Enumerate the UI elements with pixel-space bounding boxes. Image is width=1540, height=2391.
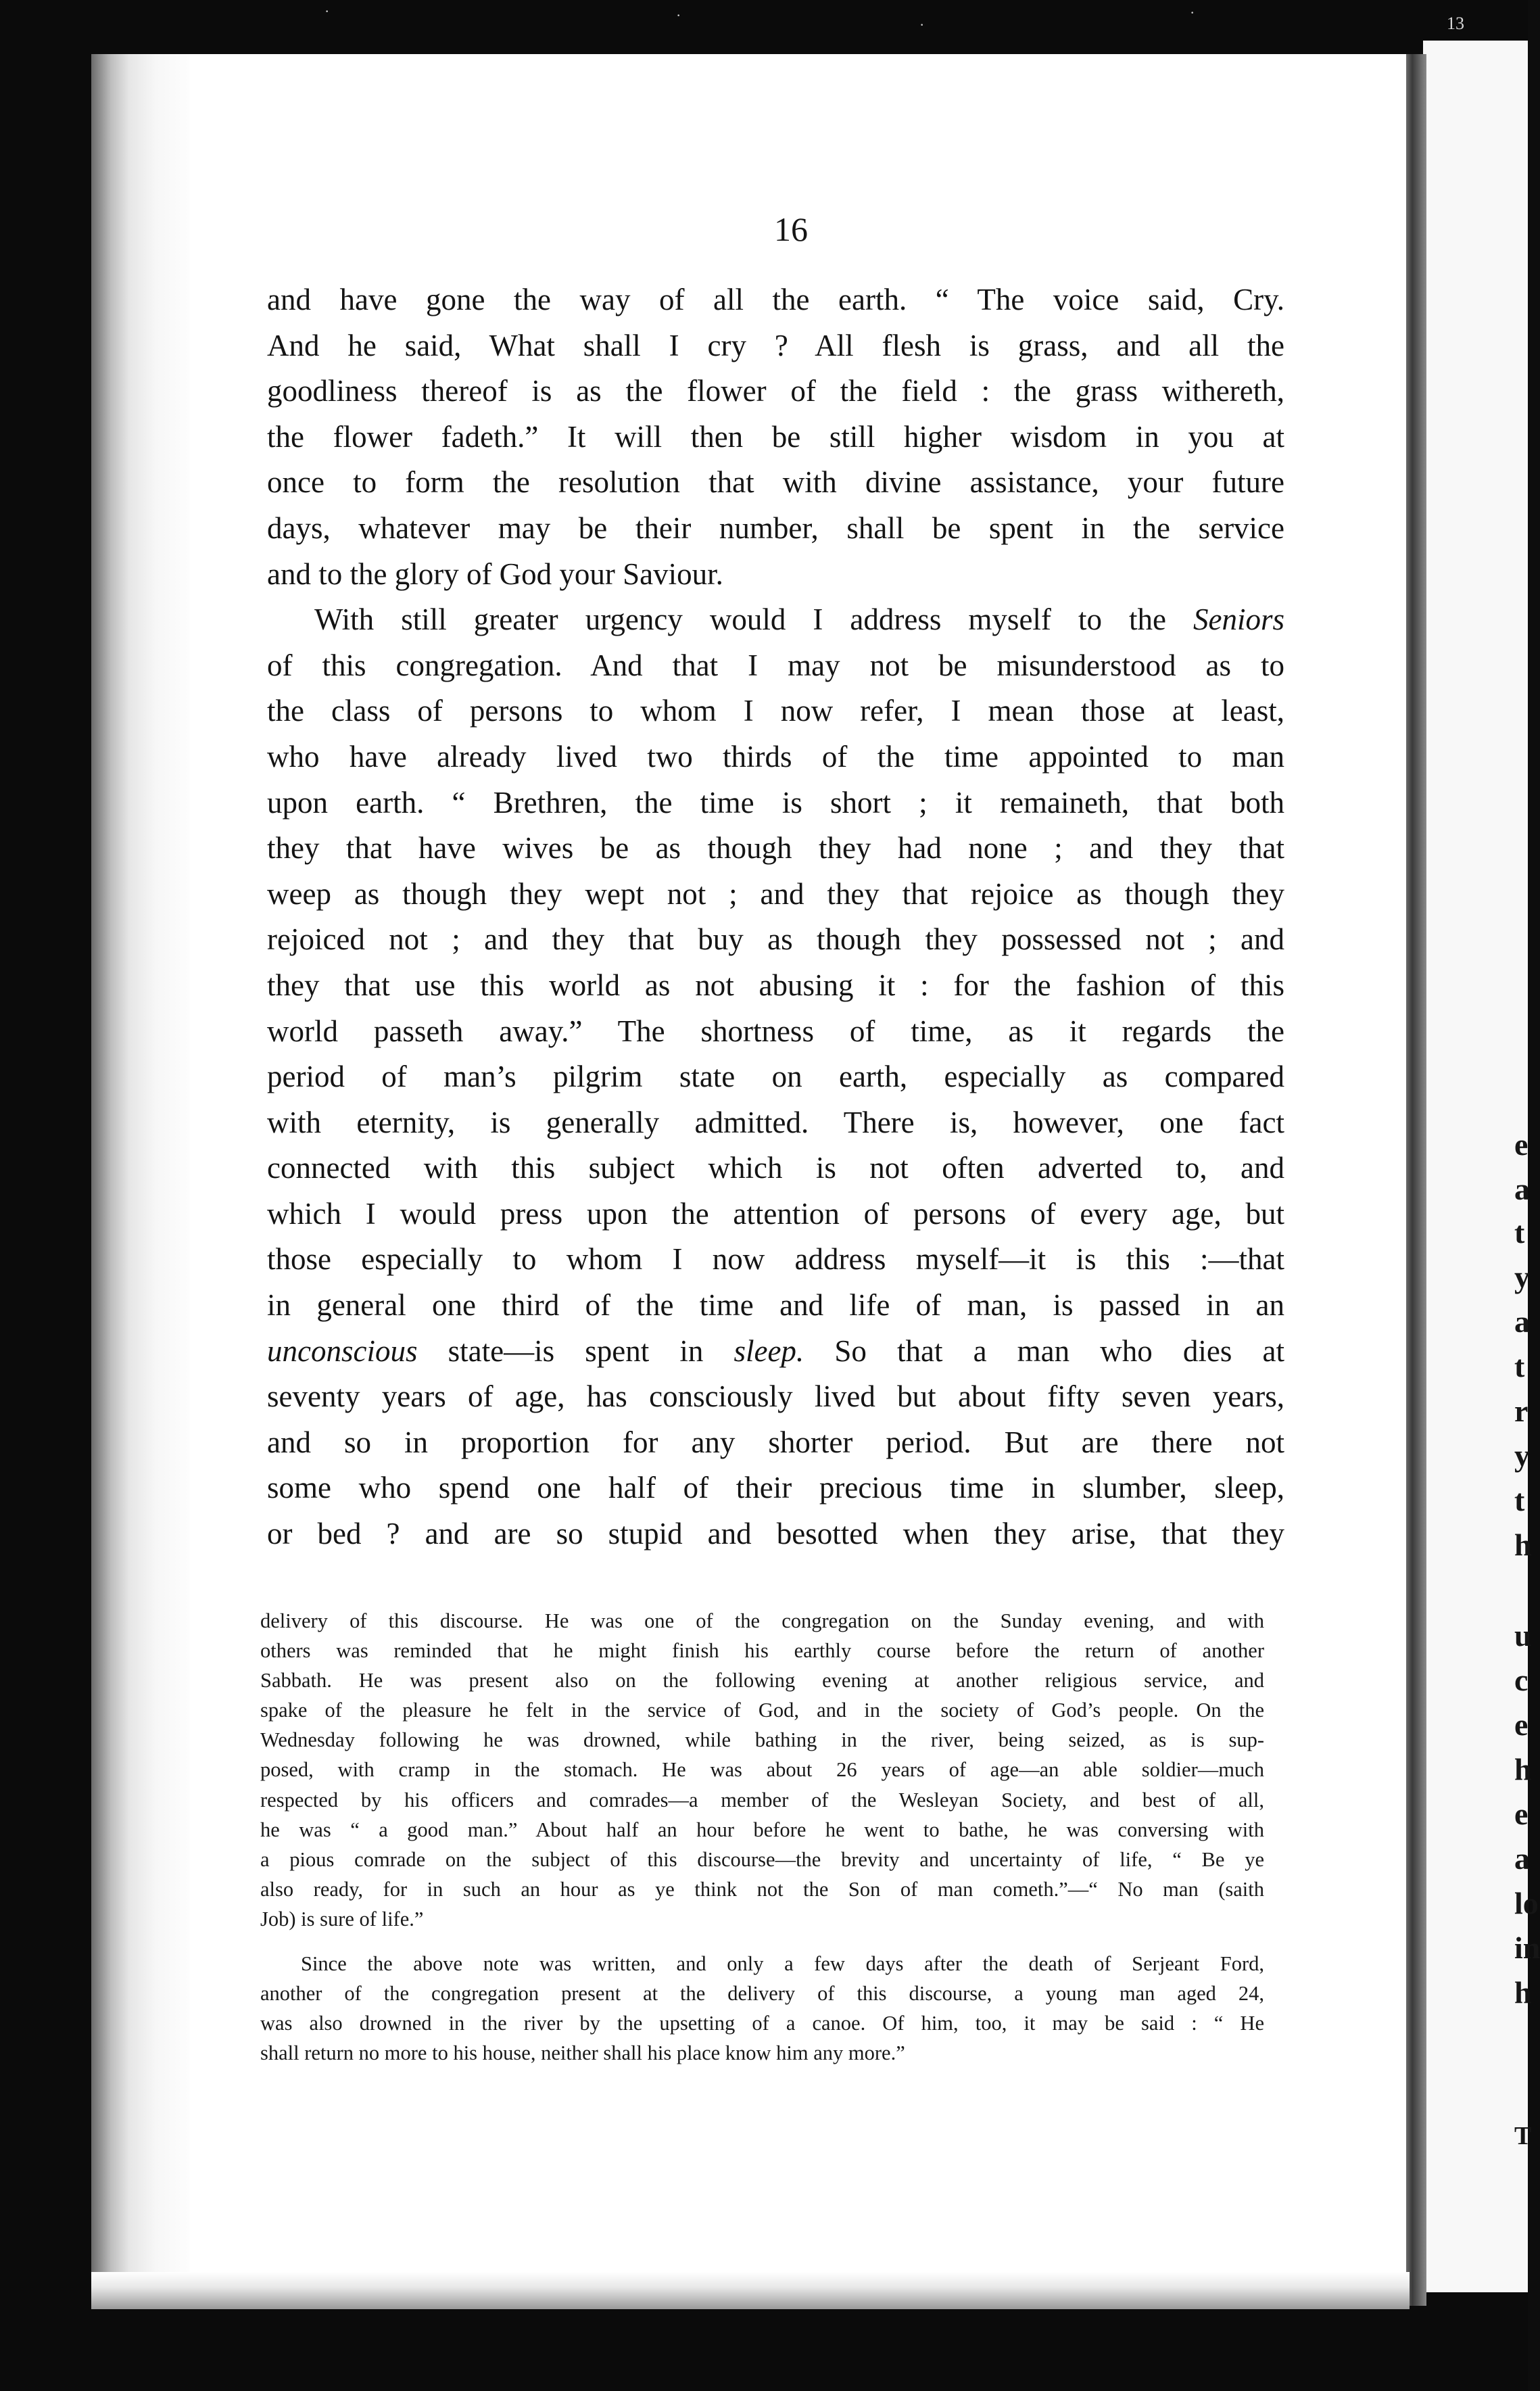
- facing-page-fragment: t: [1514, 1215, 1525, 1250]
- facing-page-fragment: h: [1514, 1528, 1532, 1562]
- footnote-line: he was “ a good man.” About half an hour before he went to bathe, he was conversing with: [260, 1818, 1264, 1841]
- body-line: connected with this subject which is not often adverted to, and: [267, 1151, 1284, 1185]
- footnote-line: Since the above note was written, and only a few days after the death of Serjeant Ford,: [301, 1952, 1264, 1976]
- body-line: those especially to whom I now address myself—it is this :—that: [267, 1242, 1284, 1277]
- facing-page-fragment: lo: [1514, 1886, 1539, 1920]
- italic-word: sleep.: [733, 1333, 804, 1368]
- body-line: some who spend one half of their precious time in slumber, sleep,: [267, 1471, 1284, 1505]
- body-line: which I would press upon the attention of persons of every age, but: [267, 1196, 1284, 1231]
- body-line: weep as though they wept not ; and they that rejoice as though they: [267, 876, 1284, 911]
- scan-specks: · · · ·: [324, 3, 1195, 33]
- italic-word: Seniors: [1193, 602, 1284, 637]
- body-line: the flower fadeth.” It will then be still higher wisdom in you at: [267, 419, 1284, 454]
- facing-page-fragment: t: [1514, 1349, 1525, 1383]
- body-text: [267, 277, 1284, 1557]
- facing-page-fragment: in: [1514, 1931, 1540, 1965]
- body-line: in general one third of the time and life of man, is passed in an: [267, 1288, 1284, 1323]
- facing-page-fragment: r: [1514, 1394, 1529, 1428]
- paragraph-gap: [260, 1934, 1264, 1949]
- facing-page: [1423, 41, 1540, 2292]
- body-line: they that have wives be as though they had none ; and they that: [267, 831, 1284, 866]
- facing-page-fragment: u: [1514, 1618, 1532, 1653]
- corner-mark: 13: [1447, 14, 1464, 33]
- body-line: or bed ? and are so stupid and besotted when they arise, that they: [267, 1517, 1284, 1551]
- footnote-line: was also drowned in the river by the upsetting of a canoe. Of him, too, it may be said : “ He: [260, 2012, 1264, 2035]
- facing-page-fragment: a: [1514, 1841, 1530, 1876]
- footnote-line: Job) is sure of life.”: [260, 1907, 424, 1931]
- italic-word: unconscious: [267, 1333, 418, 1368]
- facing-page-fragment: a: [1514, 1172, 1530, 1206]
- footnote-line: spake of the pleasure he felt in the service of God, and in the society of God’s people. On the: [260, 1699, 1264, 1722]
- body-line: world passeth away.” The shortness of time, as it regards the: [267, 1014, 1284, 1048]
- body-line: rejoiced not ; and they that buy as though they possessed not ; and: [267, 922, 1284, 957]
- body-line: days, whatever may be their number, shall be spent in the service: [267, 511, 1284, 545]
- body-line: who have already lived two thirds of the time appointed to man: [267, 739, 1284, 774]
- facing-page-fragment: h: [1514, 1752, 1532, 1786]
- page-number: 16: [774, 210, 808, 248]
- body-line: once to form the resolution that with divine assistance, your future: [267, 465, 1284, 500]
- page-bottom-edge: [91, 2272, 1410, 2309]
- footnote-line: others was reminded that he might finish his earthly course before the return of another: [260, 1639, 1264, 1663]
- body-line: upon earth. “ Brethren, the time is short ; it remaineth, that both: [267, 785, 1284, 820]
- body-line: seventy years of age, has consciously lived but about fifty seven years,: [267, 1379, 1284, 1414]
- facing-page-fragment: a: [1514, 1304, 1530, 1339]
- body-line: they that use this world as not abusing it : for the fashion of this: [267, 968, 1284, 1002]
- footnote-line: delivery of this discourse. He was one of the congregation on the Sunday evening, and with: [260, 1609, 1264, 1632]
- footnote-line: a pious comrade on the subject of this discourse—the brevity and uncertainty of life, “ Be ye: [260, 1847, 1264, 1871]
- body-line: And he said, What shall I cry ? All flesh is grass, and all the: [267, 328, 1284, 362]
- facing-page-fragment: t: [1514, 1483, 1525, 1517]
- body-line: of this congregation. And that I may not be misunderstood as to: [267, 648, 1284, 682]
- facing-page-fragment: e: [1514, 1707, 1529, 1742]
- facing-page-fragment: e: [1514, 1797, 1529, 1831]
- footnote-line: respected by his officers and comrades—a member of the Wesleyan Society, and best of all,: [260, 1788, 1264, 1812]
- body-line-segment: state—is spent in: [417, 1333, 734, 1368]
- body-line: [267, 1329, 1284, 1375]
- facing-page-fragment: e: [1514, 1127, 1529, 1162]
- body-line: [267, 597, 1284, 643]
- facing-page-fragment: h: [1514, 1975, 1532, 2010]
- facing-page-fragment: T: [1514, 2122, 1532, 2150]
- footnote-line: Wednesday following he was drowned, while bathing in the river, being seized, as is sup-: [260, 1728, 1264, 1752]
- body-line-segment: With still greater urgency would I address myself to the: [314, 602, 1193, 637]
- footnote-line: posed, with cramp in the stomach. He was about 26 years of age—an able soldier—much: [260, 1758, 1264, 1782]
- body-line: and have gone the way of all the earth. “ The voice said, Cry.: [267, 283, 1284, 316]
- footnote-line: shall return no more to his house, neither shall his place know him any more.”: [260, 2041, 905, 2065]
- body-line: and to the glory of God your Saviour.: [267, 557, 723, 591]
- facing-page-fragment: c: [1514, 1663, 1529, 1697]
- body-line: and so in proportion for any shorter period. But are there not: [267, 1425, 1284, 1459]
- body-line-segment: So that a man who dies at: [804, 1333, 1284, 1368]
- body-line: period of man’s pilgrim state on earth, especially as compared: [267, 1060, 1284, 1094]
- footnote: [260, 1606, 1264, 2068]
- body-line: the class of persons to whom I now refer, I mean those at least,: [267, 694, 1284, 728]
- facing-page-fragment: y: [1514, 1260, 1530, 1294]
- body-line: with eternity, is generally admitted. There is, however, one fact: [267, 1105, 1284, 1139]
- footnote-line: Sabbath. He was present also on the following evening at another religious service, and: [260, 1669, 1264, 1692]
- body-line: goodliness thereof is as the flower of the field : the grass withereth,: [267, 374, 1284, 408]
- footnote-line: another of the congregation present at the delivery of this discourse, a young man aged 24,: [260, 1982, 1264, 2006]
- footnote-line: also ready, for in such an hour as ye think not the Son of man cometh.”—“ No man (saith: [260, 1877, 1264, 1901]
- facing-page-fragment: y: [1514, 1438, 1530, 1473]
- page-stack-edge: [91, 54, 200, 2306]
